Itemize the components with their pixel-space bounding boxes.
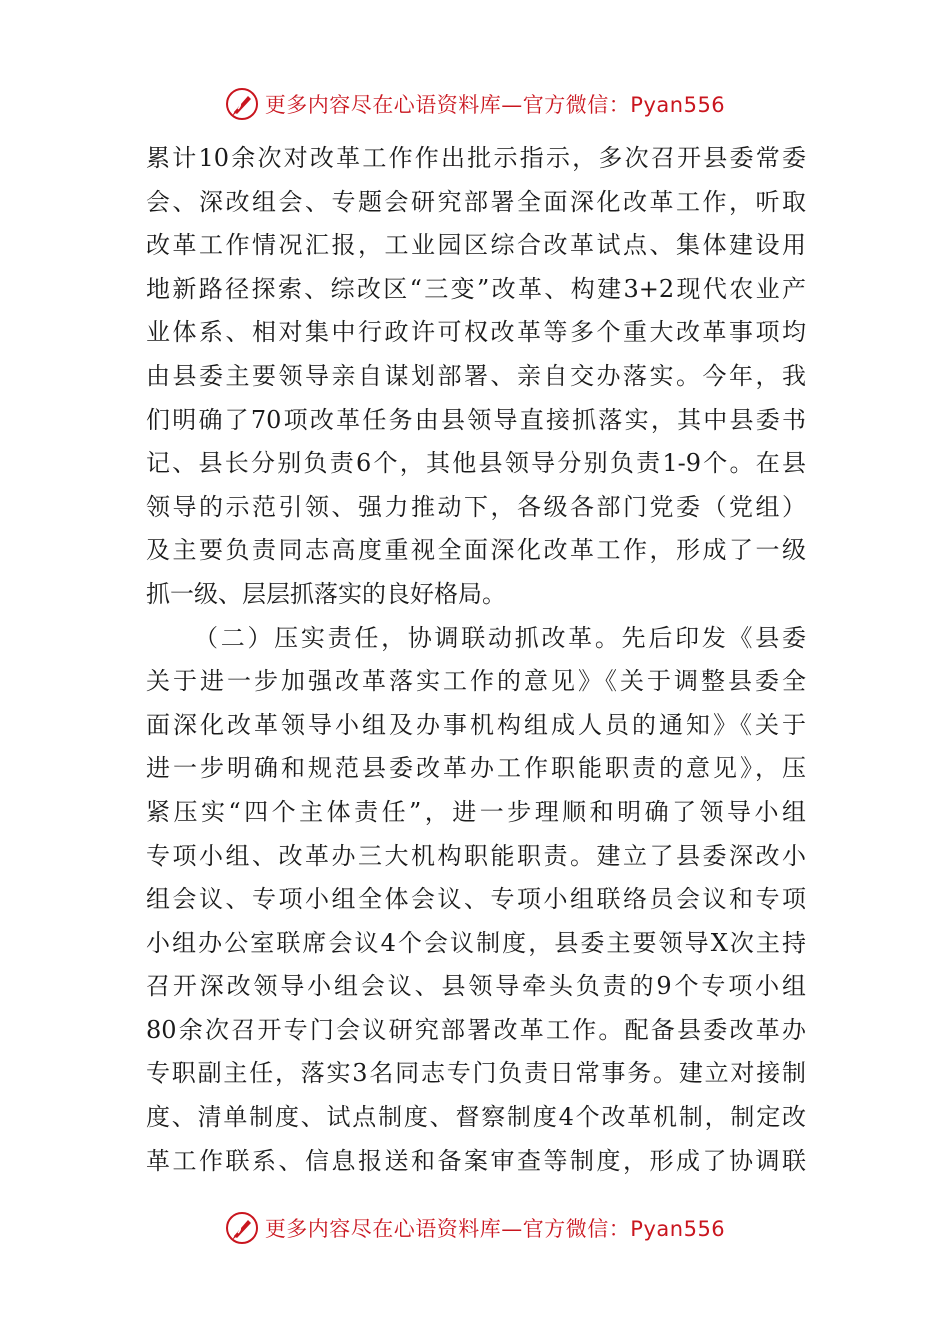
body-line: 业体系、相对集中行政许可权改革等多个重大改革事项均: [146, 318, 806, 347]
body-line: 专职副主任，落实3名同志专门负责日常事务。建立对接制: [146, 1059, 806, 1088]
body-line: 组会议、专项小组全体会议、专项小组联络员会议和专项: [146, 885, 806, 914]
section-heading-line: （二）压实责任，协调联动抓改革。先后印发《县委: [194, 623, 806, 652]
body-line: 由县委主要领导亲自谋划部署、亲自交办落实。今年，我: [146, 361, 806, 390]
header-banner-text: 更多内容尽在心语资料库—官方微信：Pyan556: [264, 93, 726, 117]
body-line: 革工作联系、信息报送和备案审查等制度，形成了协调联: [146, 1146, 806, 1175]
body-line: 进一步明确和规范县委改革办工作职能职责的意见》，压: [146, 754, 806, 783]
body-line: 专项小组、改革办三大机构职能职责。建立了县委深改小: [146, 841, 806, 870]
header-banner: [0, 84, 950, 124]
body-line: 抓一级、层层抓落实的良好格局。: [146, 579, 506, 608]
body-line: 面深化改革领导小组及办事机构组成人员的通知》《关于: [146, 710, 806, 739]
body-line: 领导的示范引领、强力推动下，各级各部门党委（党组）: [146, 492, 806, 521]
body-line: 召开深改领导小组会议、县领导牵头负责的9个专项小组: [146, 972, 806, 1001]
body-line: 小组办公室联席会议4个会议制度，县委主要领导X次主持: [146, 928, 806, 957]
body-line: 关于进一步加强改革落实工作的意见》《关于调整县委全: [146, 667, 806, 696]
body-line: 记、县长分别负责6个，其他县领导分别负责1-9个。在县: [146, 449, 806, 478]
body-line: 们明确了70项改革任务由县领导直接抓落实，其中县委书: [146, 405, 806, 434]
body-line: 紧压实“四个主体责任”，进一步理顺和明确了领导小组: [146, 797, 806, 826]
footer-banner-text: 更多内容尽在心语资料库—官方微信：Pyan556: [264, 1217, 726, 1241]
body-line: 80余次召开专门会议研究部署改革工作。配备县委改革办: [146, 1015, 806, 1044]
body-line: 及主要负责同志高度重视全面深化改革工作，形成了一级: [146, 536, 806, 565]
body-line: 会、深改组会、专题会研究部署全面深化改革工作，听取: [146, 187, 806, 216]
pen-logo-icon: [225, 87, 259, 121]
footer-banner: [0, 1208, 950, 1248]
pen-logo-icon: [225, 1211, 259, 1245]
body-line: 地新路径探索、综改区“三变”改革、构建3+2现代农业产: [146, 274, 806, 303]
body-line: 度、清单制度、试点制度、督察制度4个改革机制，制定改: [146, 1103, 806, 1132]
body-line: 改革工作情况汇报，工业园区综合改革试点、集体建设用: [146, 231, 806, 260]
body-line: 累计10余次对改革工作作出批示指示，多次召开县委常委: [146, 144, 806, 172]
document-body: [146, 137, 806, 1183]
